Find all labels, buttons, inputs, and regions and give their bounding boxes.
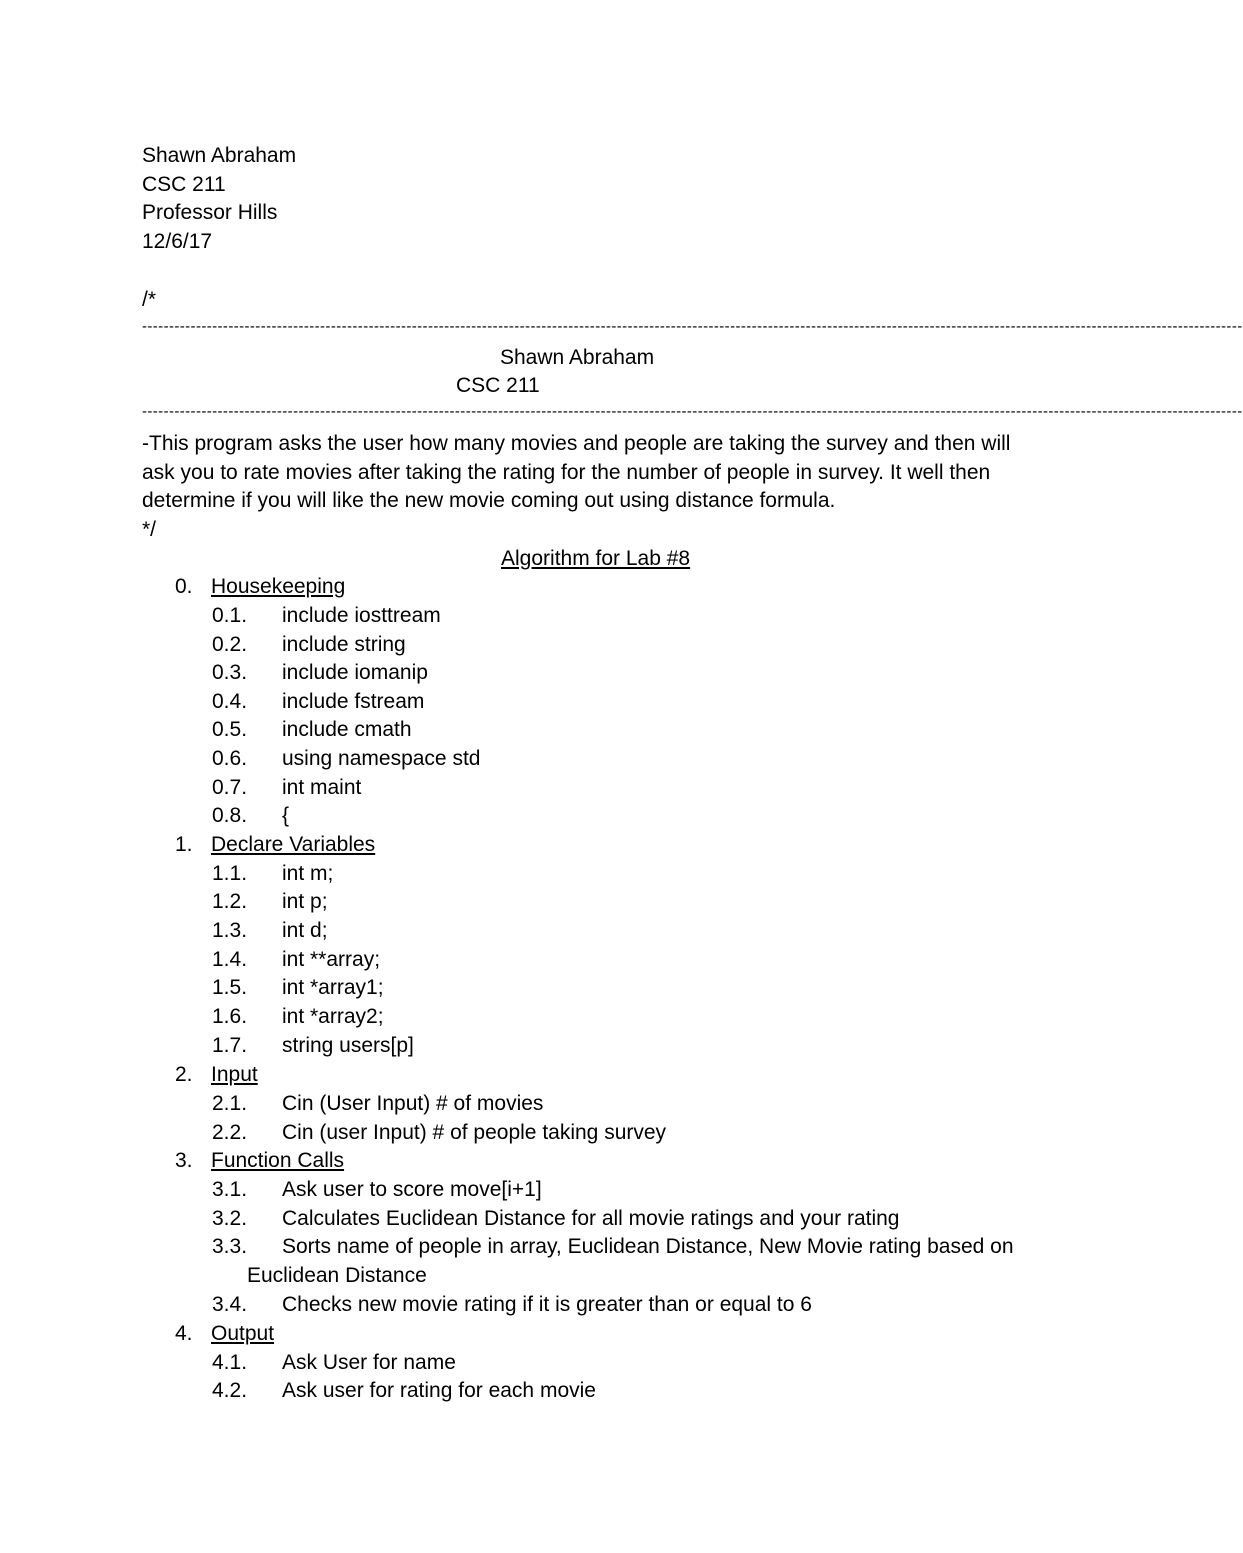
item-number: 4.2. [212,1379,248,1402]
course-code: CSC 211 [142,173,226,196]
item-number: 0.6. [212,747,248,770]
list-item [212,775,361,801]
list-item [212,1378,596,1404]
list-item [212,1091,543,1117]
item-number: 1.5. [212,976,248,999]
item-number: 1.4. [212,948,248,971]
list-item [212,1033,414,1059]
comment-open: /* [142,288,157,311]
description-line: -This program asks the user how many movies and people are taking the survey and then will [142,432,1011,455]
professor-name: Professor Hills [142,201,278,224]
description-line: ask you to rate movies after taking the rating for the number of people in survey. It well then [142,460,991,484]
item-text: Cin (user Input) # of people taking survey [282,1121,667,1144]
item-text: Ask user to score move[i+1] [282,1178,542,1201]
list-item [212,1120,666,1146]
list-item [212,746,480,772]
section-title: Housekeeping [211,575,346,598]
dash-divider-top: ------------------------------------------------------------------------------------------------------------------------------------------------------------------------------------------------------------ [142,318,1243,335]
item-text: int p; [282,890,328,913]
section-number: 3. [175,1149,193,1172]
section-output [175,1321,274,1347]
list-item [212,1004,384,1030]
item-text: using namespace std [282,747,481,770]
description-line: determine if you will like the new movie coming out using distance formula. [142,489,836,512]
item-number: 0.5. [212,718,248,741]
section-input [175,1062,258,1088]
item-number: 0.1. [212,604,248,627]
section-function-calls [175,1148,344,1174]
item-number: 1.6. [212,1005,248,1028]
item-text: int d; [282,919,328,942]
item-text: include iosttream [282,604,441,627]
item-number: 0.4. [212,690,248,713]
item-number: 2.1. [212,1092,248,1115]
section-number: 2. [175,1063,193,1086]
algorithm-title: Algorithm for Lab #8 [501,547,691,570]
section-title: Function Calls [211,1149,345,1172]
item-number: 3.3. [212,1235,248,1258]
list-item [212,1234,1014,1260]
item-number: 4.1. [212,1351,248,1374]
list-item [212,689,424,715]
section-number: 4. [175,1322,193,1345]
item-text: int *array1; [282,976,384,999]
item-text: include iomanip [282,661,428,684]
section-declare-variables [175,832,375,858]
item-number: 0.8. [212,804,248,827]
item-continuation: Euclidean Distance [247,1264,427,1287]
item-number: 1.1. [212,862,248,885]
item-text: int m; [282,862,334,885]
item-number: 0.7. [212,776,248,799]
list-item [212,975,384,1001]
banner-course: CSC 211 [456,374,540,397]
list-item [212,603,441,629]
list-item [212,717,412,743]
author-name: Shawn Abraham [142,144,297,167]
list-item [212,1292,812,1318]
list-item [212,918,328,944]
item-number: 2.2. [212,1121,248,1144]
item-text: include cmath [282,718,412,741]
item-number: 0.2. [212,633,248,656]
item-text: Cin (User Input) # of movies [282,1092,544,1115]
list-item [212,861,333,887]
item-text: int maint [282,776,362,799]
section-title: Input [211,1063,258,1086]
item-number: 1.7. [212,1034,248,1057]
item-text: { [282,804,290,827]
item-text: Sorts name of people in array, Euclidean Distance, New Movie rating based on [282,1235,1014,1258]
item-number: 0.3. [212,661,248,684]
list-item [212,632,406,658]
section-number: 1. [175,833,193,856]
item-number: 3.2. [212,1207,248,1230]
item-number: 1.2. [212,890,248,913]
item-number: 3.4. [212,1293,248,1316]
list-item [212,947,380,973]
item-text: Ask user for rating for each movie [282,1379,596,1402]
list-item [212,889,328,915]
item-text: Calculates Euclidean Distance for all movie ratings and your rating [282,1207,900,1230]
item-text: Checks new movie rating if it is greater than or equal to 6 [282,1293,812,1316]
list-item [212,1206,899,1232]
section-title: Output [211,1322,275,1345]
item-text: string users[p] [282,1034,414,1057]
item-text: include fstream [282,690,425,713]
section-number: 0. [175,575,193,598]
banner-name: Shawn Abraham [500,346,655,369]
section-housekeeping [175,574,345,600]
item-number: 3.1. [212,1178,248,1201]
list-item [212,660,428,686]
item-text: int *array2; [282,1005,384,1028]
list-item [212,803,289,829]
document-date: 12/6/17 [142,230,213,253]
item-text: include string [282,633,406,656]
item-text: int **array; [282,948,381,971]
item-number: 1.3. [212,919,248,942]
item-text: Ask User for name [282,1351,456,1374]
comment-close: */ [142,518,157,541]
list-item [212,1177,542,1203]
dash-divider-bottom: ------------------------------------------------------------------------------------------------------------------------------------------------------------------------------------------------------------ [142,403,1243,420]
list-item [212,1350,456,1376]
section-title: Declare Variables [211,833,376,856]
program-description [142,430,1042,516]
